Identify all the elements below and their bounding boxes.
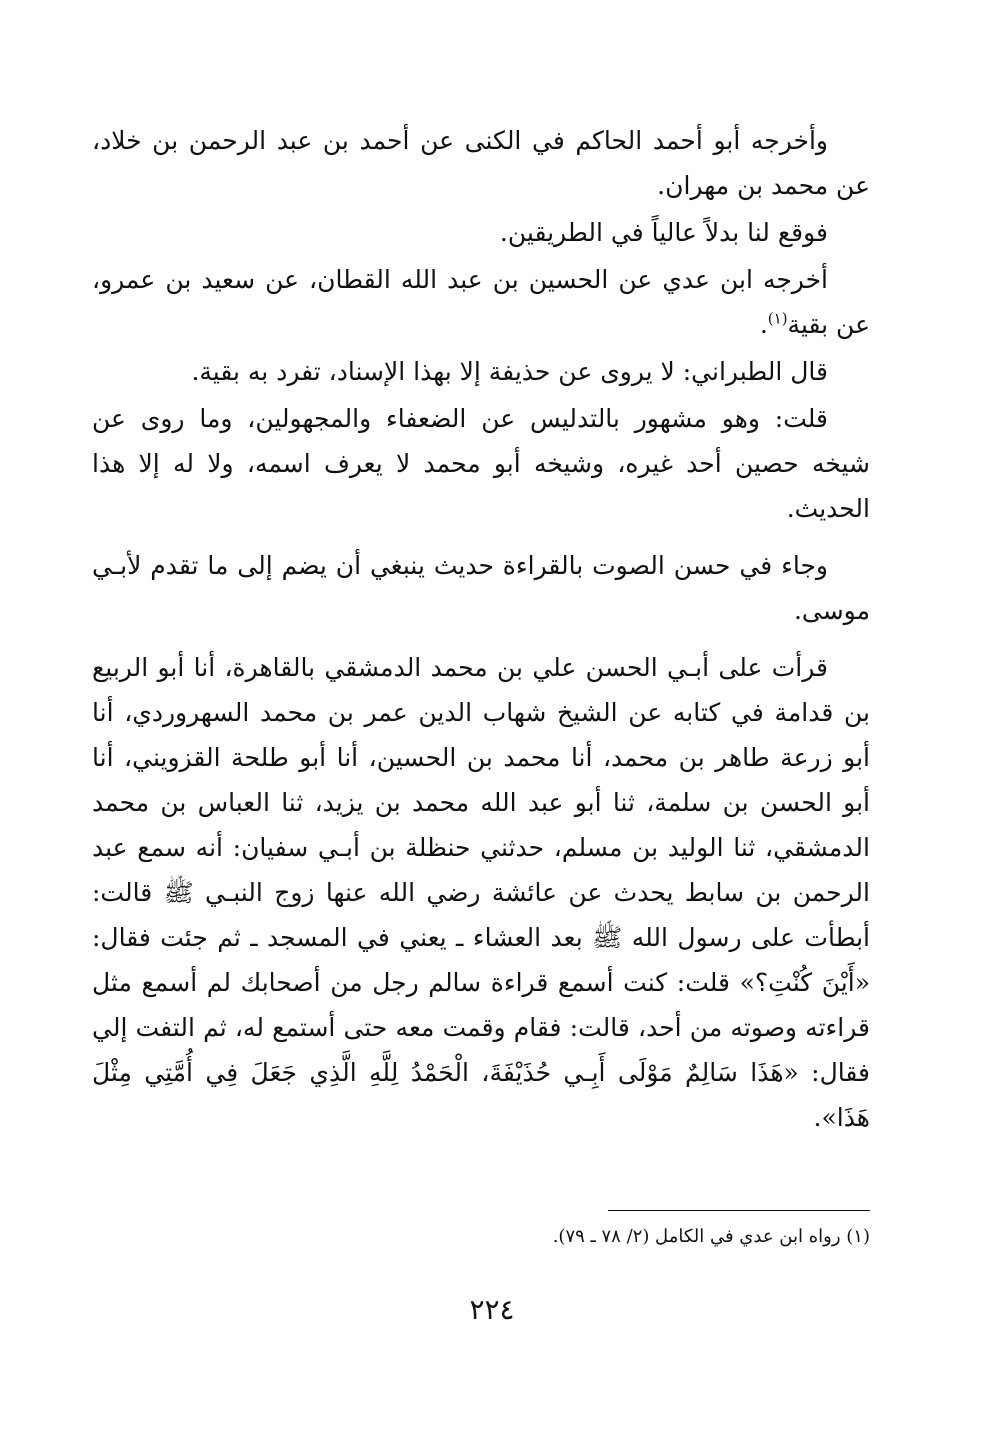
page-number: ٢٢٤ xyxy=(469,1293,515,1326)
paragraph-3-text: أخرجه ابن عدي عن الحسين بن عبد الله القطان، عن سعيد بن عمرو، عن بقية xyxy=(92,265,870,339)
paragraph-1: وأخرجه أبو أحمد الحاكم في الكنى عن أحمد بن عبد الرحمن بن خلاد، عن محمد بن مهران. xyxy=(92,126,870,200)
paragraph-4: قال الطبراني: لا يروى عن حذيفة إلا بهذا الإسناد، تفرد به بقية. xyxy=(191,357,828,386)
paragraph-2: فوقع لنا بدلاً عالياً في الطريقين. xyxy=(499,218,828,247)
footnote: (١) رواه ابن عدي في الكامل (٢/ ٧٨ ـ ٧٩). xyxy=(552,1226,870,1247)
footnote-reference: (١) xyxy=(767,309,788,328)
paragraph-3-tail: . xyxy=(759,310,768,339)
paragraph-6: وجاء في حسن الصوت بالقراءة حديث ينبغي أن يضم إلى ما تقدم لأبـي موسى. xyxy=(92,551,870,625)
footnote-divider xyxy=(608,1210,870,1211)
main-text xyxy=(92,118,870,1140)
paragraph-3 xyxy=(92,257,870,347)
paragraph-7: قرأت على أبـي الحسن علي بن محمد الدمشقي بالقاهرة، أنا أبو الربيع بن قدامة في كتابه عن الشيخ شهاب الدين عمر بن محمد السهروردي، أنا أبو زرعة طاهر بن محمد، أنا محمد بن الحسين، أنا أبو طلحة القزويني، أنا أبو الحسن بن سلمة، ثنا أبو عبد الله محمد بن يزيد، ثنا العباس بن محمد الدمشقي، ثنا الوليد بن مسلم، حدثني حنظلة بن أبـي سفيان: أنه سمع عبد الرحمن بن سابط يحدث عن عائشة رضي الله عنها زوج النبـي ﷺ قالت: أبطأت على رسول الله ﷺ بعد العشاء ـ يعني في المسجد ـ ثم جئت فقال: «أَيْنَ كُنْتِ؟» قلت: كنت أسمع قراءة سالم رجل من أصحابك لم أسمع مثل قراءته وصوته من أحد، قالت: فقام وقمت معه حتى أستمع له، ثم التفت إلي فقال: «هَذَا سَالِمٌ مَوْلَى أَبِـي حُذَيْفَةَ، الْحَمْدُ لِلَّهِ الَّذِي جَعَلَ فِي أُمَّتِي مِثْلَ هَذَا». xyxy=(92,653,870,1132)
paragraph-5: قلت: وهو مشهور بالتدليس عن الضعفاء والمجهولين، وما روى عن شيخه حصين أحد غيره، وشيخه أبو محمد لا يعرف اسمه، ولا له إلا هذا الحديث. xyxy=(92,404,870,523)
